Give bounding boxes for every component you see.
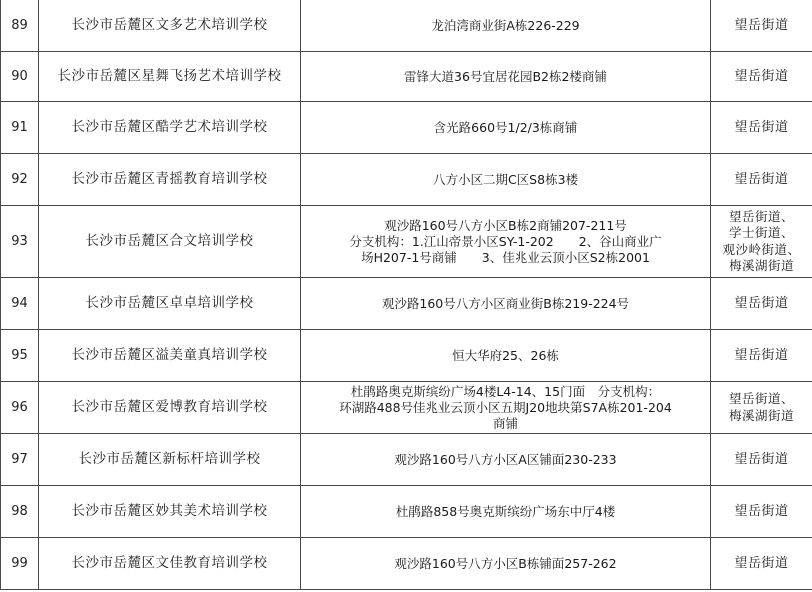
row-number: 98 [1,486,39,538]
street-office [711,154,812,206]
school-address [301,102,711,154]
address-line: 八方小区二期C区S8栋3楼 [432,172,579,187]
table-row [1,278,812,330]
address-line: 观沙路160号八方小区B栋2商铺207-211号 [384,217,627,233]
street-office [711,278,812,330]
street-line: 望岳街道 [734,556,789,571]
street-office [711,52,812,102]
row-number: 94 [1,278,39,330]
row-number: 95 [1,330,39,382]
address-line: 龙泊湾商业街A栋226-229 [431,18,580,33]
school-name: 长沙市岳麓区青摇教育培训学校 [39,154,301,206]
school-address [301,206,711,278]
street-line: 梅溪湖街道 [728,407,794,423]
school-address [301,330,711,382]
row-number: 89 [1,0,39,52]
street-line: 学士街道、 [728,225,794,240]
street-office [711,434,812,486]
school-name: 长沙市岳麓区新标杆培训学校 [39,434,301,486]
street-office [711,102,812,154]
address-line: 恒大华府25、26栋 [452,348,559,363]
address-line: 观沙路160号八方小区B栋铺面257-262 [394,556,617,571]
row-number: 91 [1,102,39,154]
street-line: 梅溪湖街道 [728,258,794,273]
street-office [711,330,812,382]
row-number: 97 [1,434,39,486]
school-name: 长沙市岳麓区爱博教育培训学校 [39,382,301,434]
address-line: 含光路660号1/2/3栋商铺 [433,120,578,135]
table-row [1,102,812,154]
school-name: 长沙市岳麓区酷学艺术培训学校 [39,102,301,154]
address-line: 观沙路160号八方小区A区铺面230-233 [394,452,617,467]
street-line: 望岳街道 [734,120,789,135]
school-address [301,52,711,102]
street-line: 望岳街道 [734,504,789,519]
street-line: 观沙岭街道、 [722,241,801,257]
table-row [1,154,812,206]
school-address [301,486,711,538]
row-number: 93 [1,206,39,278]
street-line: 望岳街道、 [728,208,794,224]
table-row [1,52,812,102]
street-office [711,0,812,52]
school-name: 长沙市岳麓区妙其美术培训学校 [39,486,301,538]
address-line: 分支机构：1.江山帝景小区SY-1-202 2、谷山商业广 [349,233,662,249]
table-row [1,538,812,590]
street-line: 望岳街道 [734,172,789,187]
address-line: 场H207-1号商铺 3、佳兆业云顶小区S2栋2001 [361,249,650,265]
address-line: 观沙路160号八方小区商业街B栋219-224号 [381,296,630,311]
table-row [1,486,812,538]
street-office [711,382,812,434]
school-name: 长沙市岳麓区星舞飞扬艺术培训学校 [39,52,301,102]
table-row [1,0,812,52]
row-number: 92 [1,154,39,206]
school-name: 长沙市岳麓区卓卓培训学校 [39,278,301,330]
table-row [1,434,812,486]
address-line: 杜鹃路奥克斯缤纷广场4楼L4-14、15门面 分支机构： [350,383,661,399]
school-address [301,382,711,434]
school-address [301,538,711,590]
table-row [1,382,812,434]
school-table-body [1,0,812,590]
row-number: 96 [1,382,39,434]
street-office [711,486,812,538]
school-address [301,154,711,206]
school-address [301,0,711,52]
school-name: 长沙市岳麓区合文培训学校 [39,206,301,278]
address-line: 杜鹃路858号奥克斯缤纷广场东中厅4楼 [395,504,616,519]
street-line: 望岳街道 [734,296,789,311]
row-number: 99 [1,538,39,590]
street-line: 望岳街道 [734,18,789,33]
street-office [711,206,812,278]
street-line: 望岳街道 [734,69,789,84]
school-name: 长沙市岳麓区溢美童真培训学校 [39,330,301,382]
school-address [301,278,711,330]
street-line: 望岳街道 [734,348,789,363]
table-row [1,206,812,278]
street-line: 望岳街道、 [728,391,794,406]
address-line: 环湖路488号佳兆业云顶小区五期J20地块第S7A栋201-204 [339,399,672,415]
school-address [301,434,711,486]
row-number: 90 [1,52,39,102]
street-line: 望岳街道 [734,452,789,467]
school-name: 长沙市岳麓区文多艺术培训学校 [39,0,301,52]
street-office [711,538,812,590]
address-line: 雷锋大道36号宜居花园B2栋2楼商铺 [404,69,607,84]
table-row [1,330,812,382]
school-name: 长沙市岳麓区文佳教育培训学校 [39,538,301,590]
address-line: 商铺 [492,415,518,431]
